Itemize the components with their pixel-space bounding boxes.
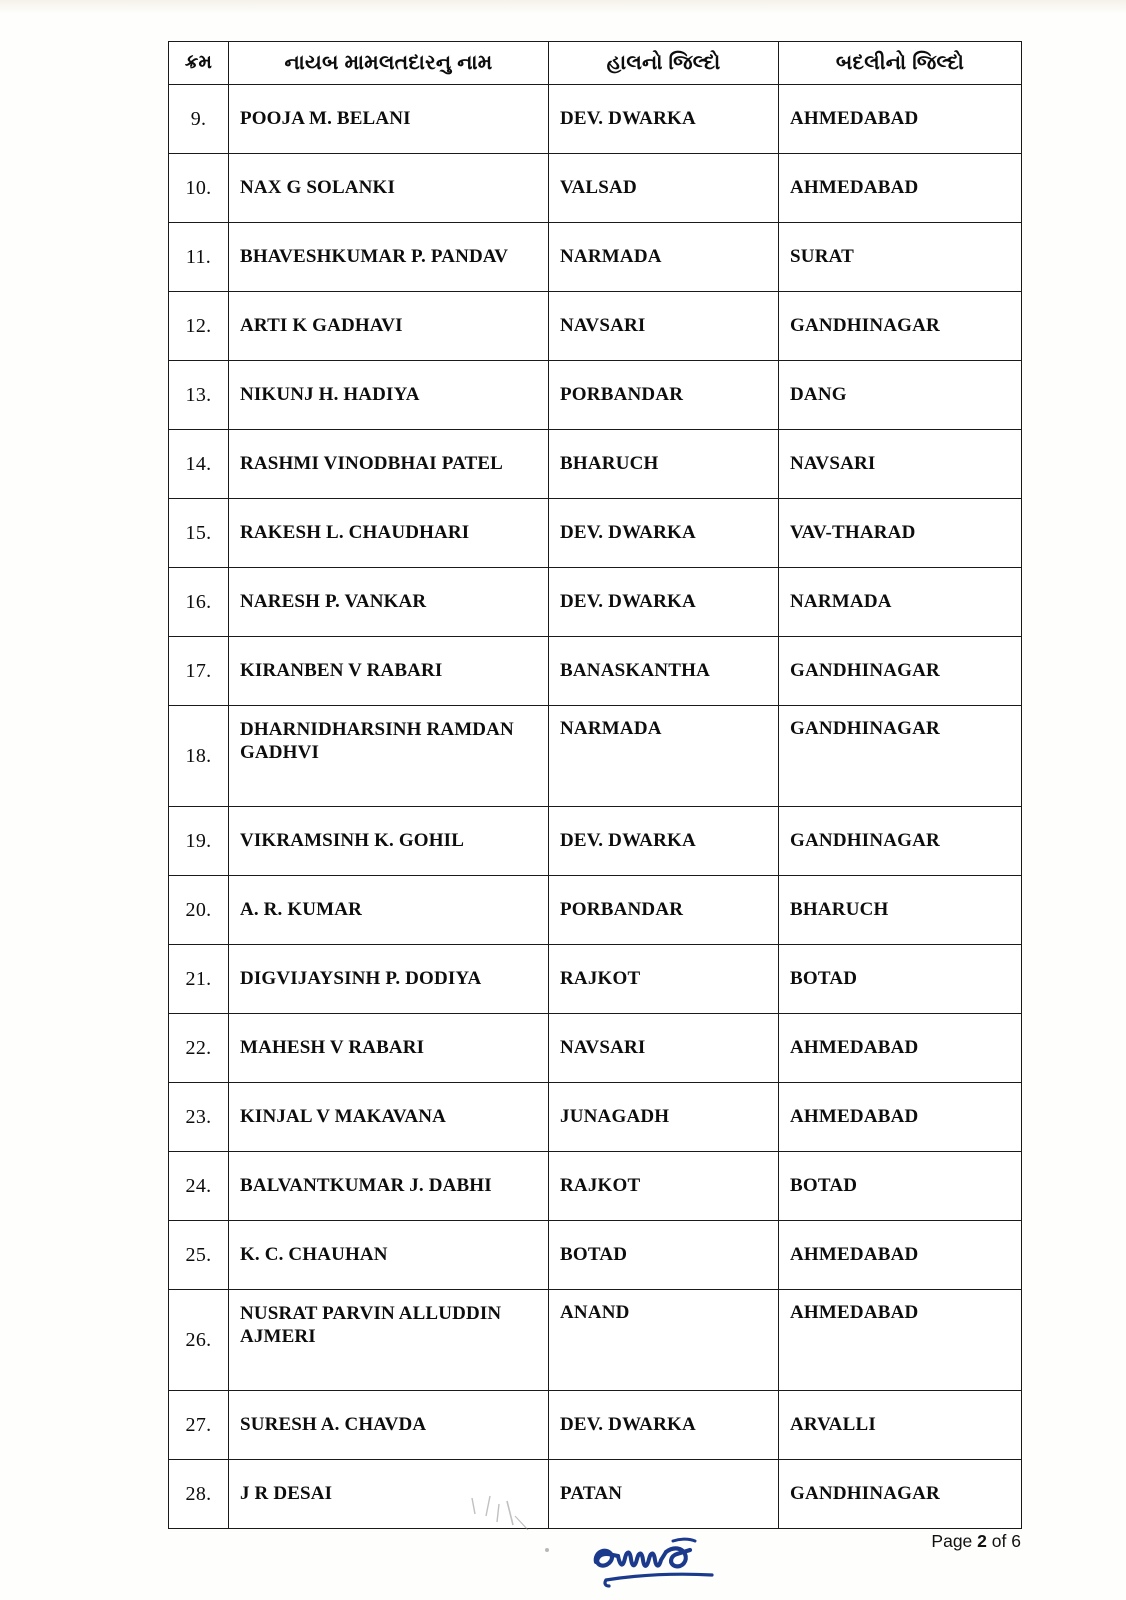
table-header [169, 42, 1022, 85]
table-row [169, 361, 1022, 430]
table-row [169, 945, 1022, 1014]
cell-serial: 14. [169, 430, 229, 499]
cell-transfer-district: AHMEDABAD [779, 85, 1022, 154]
cell-current-district: NARMADA [549, 706, 779, 807]
table-row [169, 430, 1022, 499]
cell-serial: 28. [169, 1460, 229, 1529]
cell-serial: 10. [169, 154, 229, 223]
cell-transfer-district: NARMADA [779, 568, 1022, 637]
table-row [169, 637, 1022, 706]
cell-transfer-district: BOTAD [779, 945, 1022, 1014]
table-row [169, 706, 1022, 807]
cell-officer-name: J R DESAI [229, 1460, 549, 1529]
cell-serial: 19. [169, 807, 229, 876]
cell-serial: 20. [169, 876, 229, 945]
table-body [169, 85, 1022, 1529]
cell-officer-name: NAX G SOLANKI [229, 154, 549, 223]
cell-current-district: NARMADA [549, 223, 779, 292]
column-header-name: નાયબ મામલતદારનુ નામ [229, 42, 549, 85]
cell-transfer-district: BHARUCH [779, 876, 1022, 945]
cell-transfer-district: VAV-THARAD [779, 499, 1022, 568]
transfer-table-container [168, 41, 1021, 1529]
cell-current-district: PATAN [549, 1460, 779, 1529]
cell-serial: 22. [169, 1014, 229, 1083]
cell-current-district: RAJKOT [549, 1152, 779, 1221]
table-row [169, 876, 1022, 945]
cell-officer-name: VIKRAMSINH K. GOHIL [229, 807, 549, 876]
cell-current-district: BANASKANTHA [549, 637, 779, 706]
table-row [169, 807, 1022, 876]
cell-officer-name: DHARNIDHARSINH RAMDAN GADHVI [229, 706, 549, 807]
transfer-table [168, 41, 1022, 1529]
cell-officer-name: DIGVIJAYSINH P. DODIYA [229, 945, 549, 1014]
cell-current-district: ANAND [549, 1290, 779, 1391]
cell-current-district: PORBANDAR [549, 876, 779, 945]
cell-transfer-district: GANDHINAGAR [779, 292, 1022, 361]
cell-officer-name: POOJA M. BELANI [229, 85, 549, 154]
cell-current-district: BOTAD [549, 1221, 779, 1290]
cell-transfer-district: BOTAD [779, 1152, 1022, 1221]
cell-officer-name: KINJAL V MAKAVANA [229, 1083, 549, 1152]
cell-serial: 16. [169, 568, 229, 637]
cell-officer-name: NIKUNJ H. HADIYA [229, 361, 549, 430]
cell-officer-name: ARTI K GADHAVI [229, 292, 549, 361]
cell-officer-name: BALVANTKUMAR J. DABHI [229, 1152, 549, 1221]
cell-transfer-district: ARVALLI [779, 1391, 1022, 1460]
cell-serial: 12. [169, 292, 229, 361]
cell-serial: 13. [169, 361, 229, 430]
page-current-number: 2 [977, 1531, 987, 1551]
table-row [169, 1083, 1022, 1152]
page-number [931, 1531, 1021, 1552]
cell-serial: 11. [169, 223, 229, 292]
cell-officer-name: NUSRAT PARVIN ALLUDDIN AJMERI [229, 1290, 549, 1391]
cell-transfer-district: AHMEDABAD [779, 1014, 1022, 1083]
table-row [169, 154, 1022, 223]
scan-speck [545, 1548, 549, 1552]
cell-officer-name: KIRANBEN V RABARI [229, 637, 549, 706]
cell-transfer-district: GANDHINAGAR [779, 1460, 1022, 1529]
cell-transfer-district: GANDHINAGAR [779, 706, 1022, 807]
table-row [169, 1290, 1022, 1391]
cell-officer-name: RAKESH L. CHAUDHARI [229, 499, 549, 568]
cell-officer-name: MAHESH V RABARI [229, 1014, 549, 1083]
cell-officer-name: SURESH A. CHAVDA [229, 1391, 549, 1460]
cell-officer-name: NARESH P. VANKAR [229, 568, 549, 637]
cell-current-district: BHARUCH [549, 430, 779, 499]
cell-serial: 27. [169, 1391, 229, 1460]
cell-current-district: JUNAGADH [549, 1083, 779, 1152]
page-label-prefix: Page [931, 1531, 973, 1551]
handwritten-signature [578, 1528, 778, 1598]
cell-current-district: DEV. DWARKA [549, 1391, 779, 1460]
cell-current-district: DEV. DWARKA [549, 85, 779, 154]
cell-current-district: VALSAD [549, 154, 779, 223]
cell-current-district: RAJKOT [549, 945, 779, 1014]
table-row [169, 568, 1022, 637]
table-row [169, 1460, 1022, 1529]
cell-current-district: DEV. DWARKA [549, 568, 779, 637]
table-row [169, 292, 1022, 361]
column-header-transfer-district: બદલીનો જિલ્દો [779, 42, 1022, 85]
cell-serial: 24. [169, 1152, 229, 1221]
cell-officer-name: RASHMI VINODBHAI PATEL [229, 430, 549, 499]
table-row [169, 1014, 1022, 1083]
table-header-row [169, 42, 1022, 85]
cell-officer-name: K. C. CHAUHAN [229, 1221, 549, 1290]
cell-transfer-district: AHMEDABAD [779, 1083, 1022, 1152]
cell-transfer-district: AHMEDABAD [779, 1290, 1022, 1391]
cell-current-district: NAVSARI [549, 1014, 779, 1083]
cell-serial: 9. [169, 85, 229, 154]
cell-transfer-district: NAVSARI [779, 430, 1022, 499]
cell-serial: 17. [169, 637, 229, 706]
footer [168, 1524, 1021, 1551]
table-row [169, 1221, 1022, 1290]
cell-current-district: DEV. DWARKA [549, 499, 779, 568]
column-header-serial: ક્રમ [169, 42, 229, 85]
cell-transfer-district: GANDHINAGAR [779, 807, 1022, 876]
table-row [169, 1152, 1022, 1221]
cell-serial: 15. [169, 499, 229, 568]
cell-officer-name: BHAVESHKUMAR P. PANDAV [229, 223, 549, 292]
cell-current-district: NAVSARI [549, 292, 779, 361]
pencil-artifact [466, 1492, 566, 1530]
cell-serial: 25. [169, 1221, 229, 1290]
cell-serial: 23. [169, 1083, 229, 1152]
cell-transfer-district: AHMEDABAD [779, 1221, 1022, 1290]
cell-serial: 18. [169, 706, 229, 807]
table-row [169, 85, 1022, 154]
page-label-middle: of [991, 1531, 1007, 1551]
table-row [169, 223, 1022, 292]
cell-transfer-district: AHMEDABAD [779, 154, 1022, 223]
scan-edge-tint [0, 0, 1126, 14]
cell-transfer-district: SURAT [779, 223, 1022, 292]
column-header-current-district: હાલનો જિલ્દો [549, 42, 779, 85]
cell-serial: 21. [169, 945, 229, 1014]
page-total-number: 6 [1011, 1531, 1021, 1551]
cell-transfer-district: GANDHINAGAR [779, 637, 1022, 706]
cell-officer-name: A. R. KUMAR [229, 876, 549, 945]
cell-current-district: DEV. DWARKA [549, 807, 779, 876]
table-row [169, 499, 1022, 568]
table-row [169, 1391, 1022, 1460]
cell-serial: 26. [169, 1290, 229, 1391]
cell-current-district: PORBANDAR [549, 361, 779, 430]
cell-transfer-district: DANG [779, 361, 1022, 430]
